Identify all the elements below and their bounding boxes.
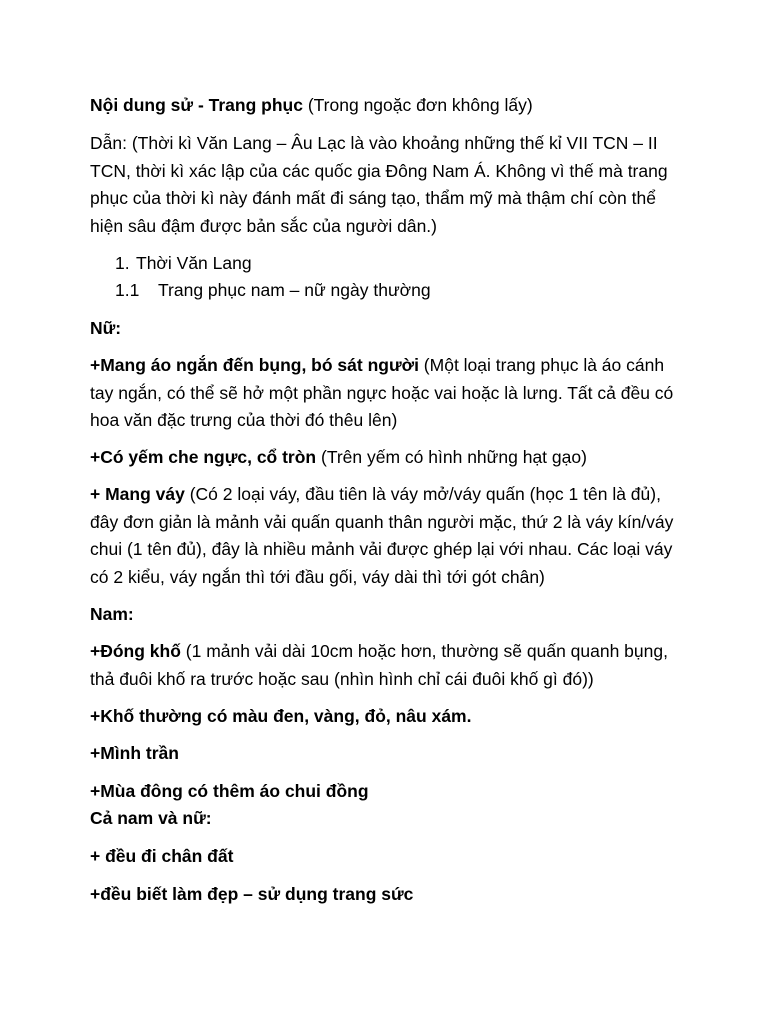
male-heading: Nam: (90, 604, 134, 624)
male-item-2: +Khố thường có màu đen, vàng, đỏ, nâu xám. (90, 706, 472, 726)
male-item-1-bold: +Đóng khố (90, 641, 181, 661)
female-item-2 (90, 444, 690, 472)
male-item-3: +Mình trần (90, 743, 179, 763)
female-item-3 (90, 481, 690, 591)
list-item-text: Thời Văn Lang (136, 253, 252, 273)
title-note: (Trong ngoặc đơn không lấy) (302, 95, 533, 115)
female-item-1-note: (Một loại trang phục là áo cánh tay ngắn, có thể sẽ hở một phần ngực hoặc vai hoặc là lưng. Tất cả đều có hoa văn đặc trưng của thời đó thêu lên) (90, 355, 674, 430)
both-item-1: + đều đi chân đất (90, 846, 234, 866)
list-item-number: 1. (115, 253, 130, 273)
female-item-3-bold: + Mang váy (90, 484, 185, 504)
both-heading: Cả nam và nữ: (90, 808, 212, 828)
female-item-1 (90, 352, 690, 435)
title-bold: Nội dung sử - Trang phục (90, 95, 303, 115)
female-heading: Nữ: (90, 318, 122, 338)
male-item-1 (90, 638, 690, 693)
female-item-3-note: (Có 2 loại váy, đầu tiên là váy mở/váy quấn (học 1 tên là đủ), đây đơn giản là mảnh vải quấn quanh thân người mặc, thứ 2 là váy kín/váy chui (1 tên đủ), đây là nhiều mảnh vải được ghép lại với nhau. Các loại váy có 2 kiểu, váy ngắn thì tới đầu gối, váy dài thì tới gót chân) (90, 484, 674, 587)
female-item-1-bold: +Mang áo ngắn đến bụng, bó sát người (90, 355, 419, 375)
sublist-item-text: Trang phục nam – nữ ngày thường (158, 280, 431, 300)
intro-paragraph: Dẫn: (Thời kì Văn Lang – Âu Lạc là vào khoảng những thế kỉ VII TCN – II TCN, thời kì xác lập của các quốc gia Đông Nam Á. Không vì thế mà trang phục của thời kì này đánh mất đi sáng tạo, thẩm mỹ mà thậm chí còn thể hiện sâu đậm được bản sắc của người dân.) (90, 133, 668, 236)
female-item-2-note: (Trên yếm có hình những hạt gạo) (316, 447, 587, 467)
both-item-2: +đều biết làm đẹp – sử dụng trang sức (90, 884, 414, 904)
document-title (90, 92, 690, 120)
male-item-1-note: (1 mảnh vải dài 10cm hoặc hơn, thường sẽ quấn quanh bụng, thả đuôi khố ra trước hoặc sau (nhìn hình chỉ cái đuôi khố gì đó)) (90, 641, 668, 689)
sublist-item-number: 1.1 (115, 280, 140, 300)
female-item-2-bold: +Có yếm che ngực, cổ tròn (90, 447, 317, 467)
male-item-4: +Mùa đông có thêm áo chui đồng (90, 781, 369, 801)
